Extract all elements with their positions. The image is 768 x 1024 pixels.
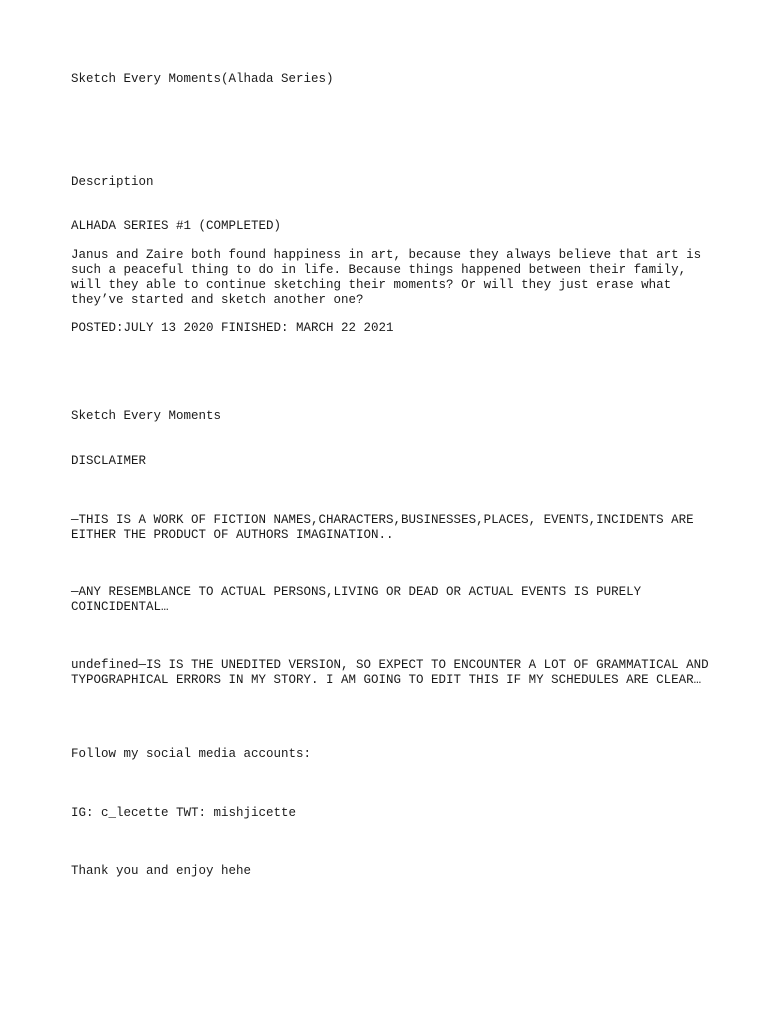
series-line: ALHADA SERIES #1 (COMPLETED) [71,219,282,233]
document-title: Sketch Every Moments(Alhada Series) [71,72,334,86]
disclaimer-unedited: undefined—IS IS THE UNEDITED VERSION, SO EXPECT TO ENCOUNTER A LOT OF GRAMMATICAL AND TYPOGRAPHICAL ERRORS IN MY STORY. I AM GOING TO EDIT THIS IF MY SCHEDULES ARE CLEAR… [71,658,717,687]
description-paragraph: Janus and Zaire both found happiness in art, because they always believe that art is such a peaceful thing to do in life. Because things happened between their family, will they able to continue sketching their moments? Or will they just erase what they’ve started and sketch another one? [71,248,709,307]
description-heading: Description [71,175,154,189]
disclaimer-heading: DISCLAIMER [71,454,147,468]
story-title: Sketch Every Moments [71,409,222,423]
closing-thanks: Thank you and enjoy hehe [71,864,252,878]
follow-prompt: Follow my social media accounts: [71,747,312,761]
disclaimer-resemblance: —ANY RESEMBLANCE TO ACTUAL PERSONS,LIVING OR DEAD OR ACTUAL EVENTS IS PURELY COINCIDENTAL… [71,585,649,614]
disclaimer-fiction: —THIS IS A WORK OF FICTION NAMES,CHARACTERS,BUSINESSES,PLACES, EVENTS,INCIDENTS ARE EITHER THE PRODUCT OF AUTHORS IMAGINATION.. [71,513,702,542]
social-accounts: IG: c_lecette TWT: mishjicette [71,806,297,820]
posted-dates: POSTED:JULY 13 2020 FINISHED: MARCH 22 2021 [71,321,394,335]
